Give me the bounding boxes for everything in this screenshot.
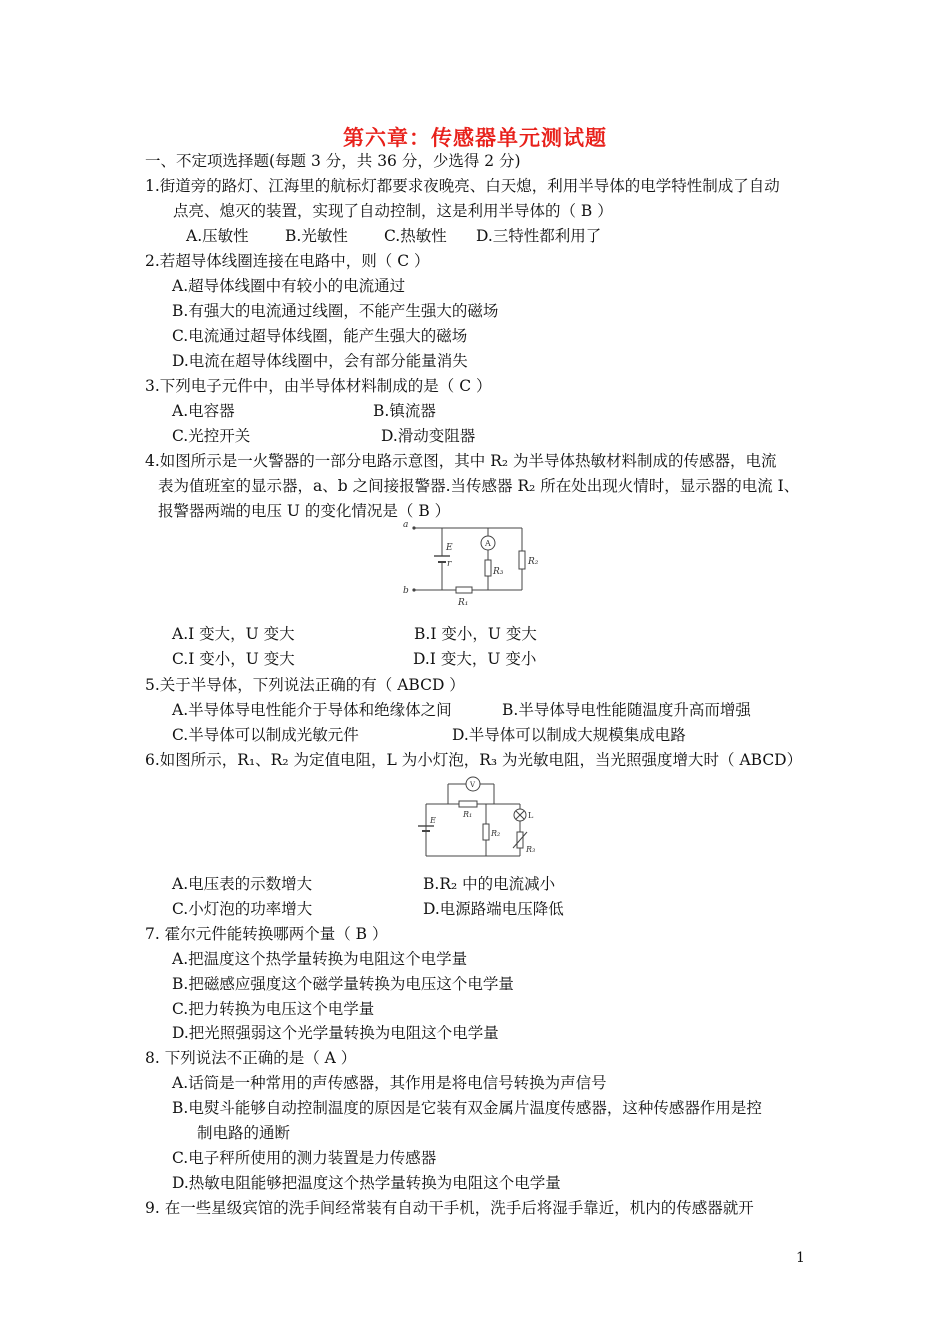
q6-label-r3: R₃ <box>526 845 536 854</box>
q6-option-c: C.小灯泡的功率增大 <box>172 900 313 918</box>
q1-option-a: A.压敏性 <box>186 227 249 245</box>
q6-circuit-diagram <box>414 770 544 862</box>
q1-stem-line1: 1.街道旁的路灯、江海里的航标灯都要求夜晚亮、白天熄，利用半导体的电学特性制成了自动 <box>145 177 780 195</box>
q2-option-c: C.电流通过超导体线圈，能产生强大的磁场 <box>172 327 468 345</box>
q3-option-b: B.镇流器 <box>373 402 436 420</box>
q4-label-r1: R₁ <box>458 598 469 608</box>
page-title: 第六章：传感器单元测试题 <box>343 125 607 150</box>
q4-label-r: r <box>447 559 452 569</box>
q1-option-d: D.三特性都利用了 <box>476 227 602 245</box>
q6-stem: 6.如图所示，R₁、R₂ 为定值电阻，L 为小灯泡，R₃ 为光敏电阻，当光照强度增大时（ ABCD） <box>145 751 803 769</box>
q3-option-d: D.滑动变阻器 <box>381 427 476 445</box>
q6-option-b: B.R₂ 中的电流减小 <box>423 875 556 893</box>
q6-option-d: D.电源路端电压降低 <box>423 900 564 918</box>
q2-option-b: B.有强大的电流通过线圈，不能产生强大的磁场 <box>172 302 499 320</box>
page-number: 1 <box>796 1250 805 1266</box>
q4-option-a: A.I 变大，U 变大 <box>172 625 295 643</box>
q5-option-d: D.半导体可以制成大规模集成电路 <box>452 726 686 744</box>
q5-option-c: C.半导体可以制成光敏元件 <box>172 726 359 744</box>
q8-option-b-line2: 制电路的通断 <box>197 1124 291 1142</box>
q1-stem-line2: 点亮、熄灭的装置，实现了自动控制，这是利用半导体的（ B ） <box>173 202 613 220</box>
q8-option-d: D.热敏电阻能够把温度这个热学量转换为电阻这个电学量 <box>172 1174 561 1192</box>
ammeter-icon: A <box>485 539 491 548</box>
q4-stem-line2: 表为值班室的显示器，a、b 之间接报警器.当传感器 R₂ 所在处出现火情时，显示器的电流 I、 <box>158 477 800 495</box>
q4-label-r3: R₃ <box>493 567 504 577</box>
q2-option-a: A.超导体线圈中有较小的电流通过 <box>172 277 406 295</box>
q6-label-e: E <box>430 816 436 825</box>
q7-option-b: B.把磁感应强度这个磁学量转换为电压这个电学量 <box>172 975 514 993</box>
q7-stem: 7. 霍尔元件能转换哪两个量（ B ） <box>145 925 388 943</box>
section-heading: 一、不定项选择题(每题 3 分，共 36 分，少选得 2 分) <box>145 152 521 170</box>
q3-option-c: C.光控开关 <box>172 427 251 445</box>
q4-circuit-diagram <box>400 518 560 610</box>
terminal-b-dot <box>412 588 415 591</box>
q3-option-a: A.电容器 <box>172 402 235 420</box>
q9-stem-line1: 9. 在一些星级宾馆的洗手间经常装有自动干手机，洗手后将湿手靠近，机内的传感器就开 <box>145 1199 754 1217</box>
q5-stem: 5.关于半导体，下列说法正确的有（ ABCD ） <box>145 676 465 694</box>
q6-label-r2: R₂ <box>491 829 501 838</box>
q4-stem-line3: 报警器两端的电压 U 的变化情况是（ B ） <box>158 502 451 520</box>
lamp-icon: L <box>528 811 534 820</box>
q8-option-c: C.电子秤所使用的测力装置是力传感器 <box>172 1149 437 1167</box>
q4-option-c: C.I 变小，U 变大 <box>172 650 295 668</box>
q1-option-b: B.光敏性 <box>285 227 348 245</box>
q4-label-a: a <box>403 520 409 530</box>
q3-stem: 3.下列电子元件中，由半导体材料制成的是（ C ） <box>145 377 492 395</box>
q1-option-c: C.热敏性 <box>384 227 447 245</box>
q4-label-b: b <box>403 586 409 596</box>
q2-stem: 2.若超导体线圈连接在电路中，则（ C ） <box>145 252 430 270</box>
q4-option-b: B.I 变小，U 变大 <box>414 625 537 643</box>
q6-label-r1: R₁ <box>463 810 473 819</box>
q8-option-b-line1: B.电熨斗能够自动控制温度的原因是它装有双金属片温度传感器，这种传感器作用是控 <box>172 1099 762 1117</box>
q7-option-d: D.把光照强弱这个光学量转换为电阻这个电学量 <box>172 1024 499 1042</box>
q4-label-r2: R₂ <box>528 557 539 567</box>
q7-option-c: C.把力转换为电压这个电学量 <box>172 1000 375 1018</box>
q2-option-d: D.电流在超导体线圈中，会有部分能量消失 <box>172 352 468 370</box>
q4-label-e: E <box>446 543 453 553</box>
q4-option-d: D.I 变大，U 变小 <box>413 650 537 668</box>
terminal-a-dot <box>412 526 415 529</box>
q8-option-a: A.话筒是一种常用的声传感器，其作用是将电信号转换为声信号 <box>172 1074 607 1092</box>
q6-option-a: A.电压表的示数增大 <box>172 875 313 893</box>
voltmeter-icon: V <box>470 781 476 789</box>
q5-option-b: B.半导体导电性能随温度升高而增强 <box>502 701 751 719</box>
q8-stem: 8. 下列说法不正确的是（ A ） <box>145 1049 357 1067</box>
q5-option-a: A.半导体导电性能介于导体和绝缘体之间 <box>172 701 452 719</box>
q4-stem-line1: 4.如图所示是一火警器的一部分电路示意图，其中 R₂ 为半导体热敏材料制成的传感器，电流 <box>145 452 777 470</box>
q7-option-a: A.把温度这个热学量转换为电阻这个电学量 <box>172 950 468 968</box>
